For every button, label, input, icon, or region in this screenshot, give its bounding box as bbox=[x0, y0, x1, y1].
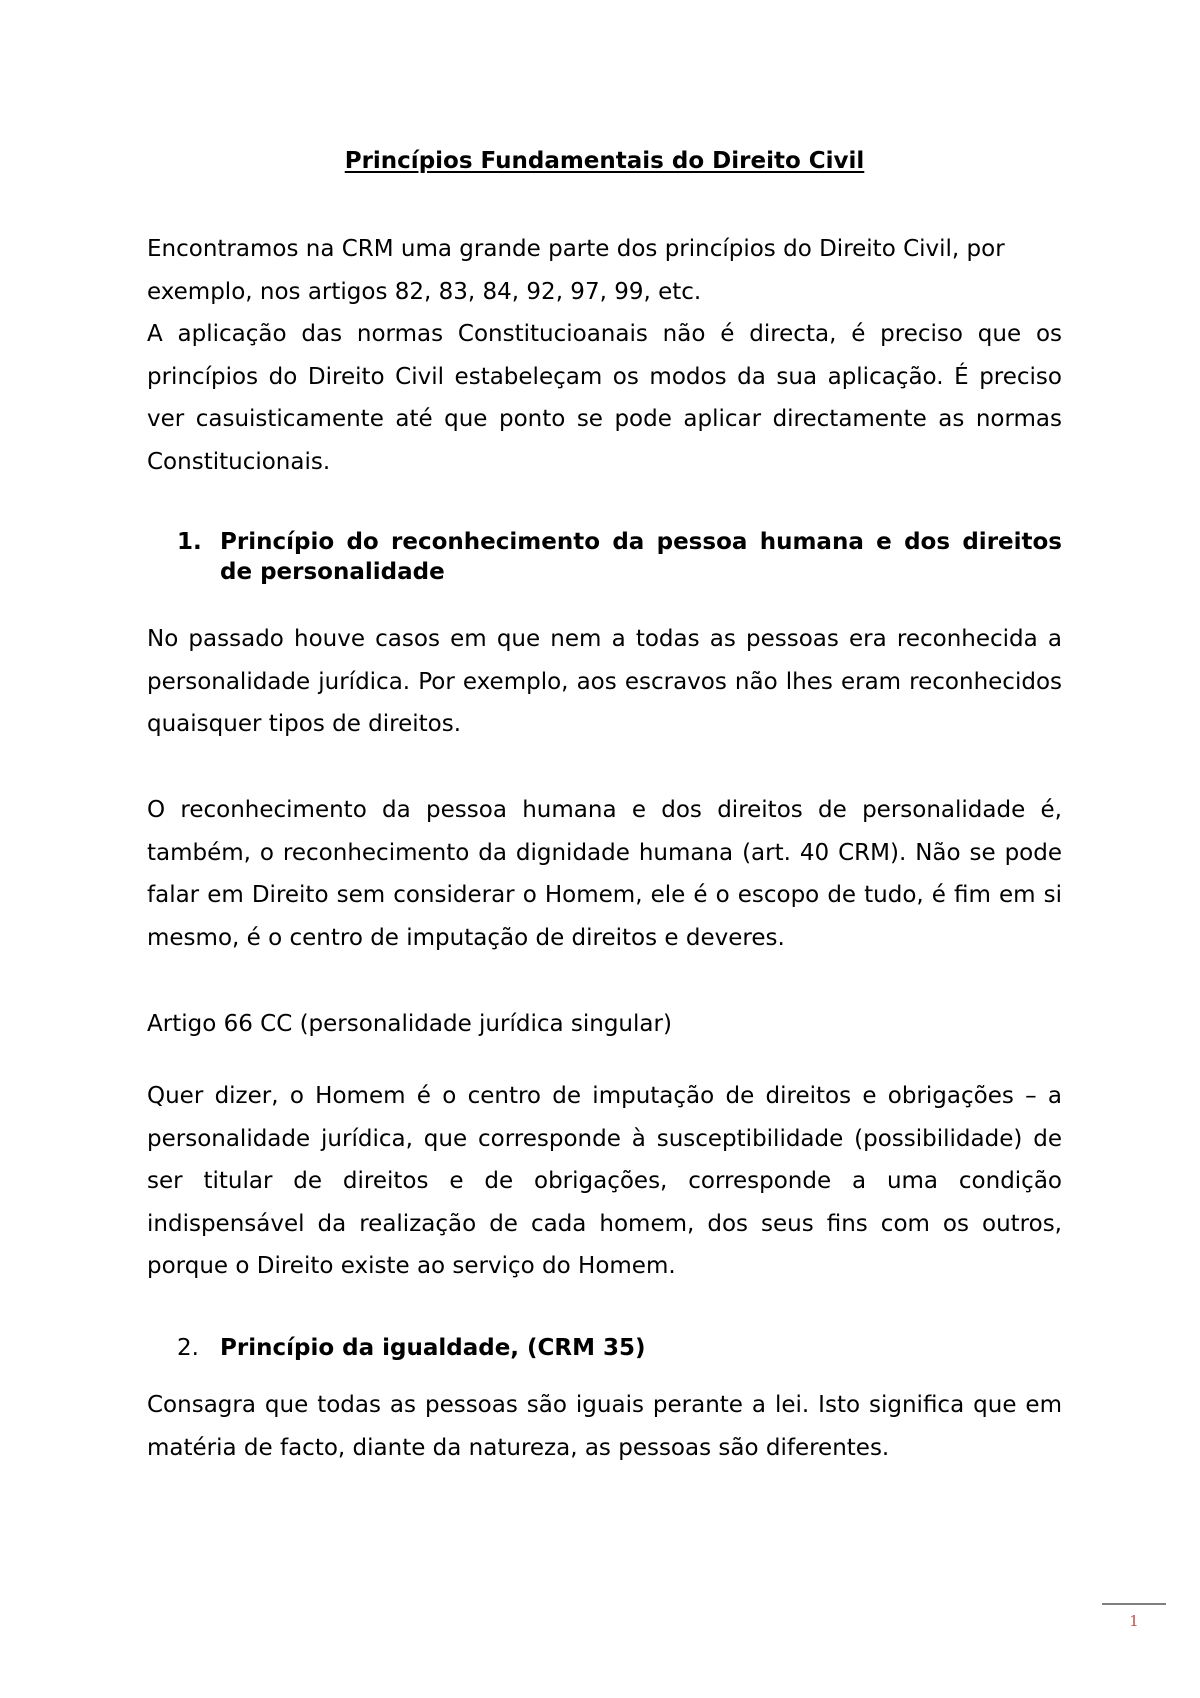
document-title: Princípios Fundamentais do Direito Civil bbox=[344, 148, 865, 174]
footer-divider bbox=[1102, 1603, 1166, 1605]
section-2-paragraph-1: Consagra que todas as pessoas são iguais perante a lei. Isto significa que em matéria de facto, diante da natureza, as pessoas são diferentes. bbox=[147, 1392, 1062, 1461]
section-1-paragraph-3: Artigo 66 CC (personalidade jurídica singular) bbox=[147, 1011, 672, 1037]
section-1-paragraph-2: O reconhecimento da pessoa humana e dos direitos de personalidade é, também, o reconhecimento da dignidade humana (art. 40 CRM). Não se pode falar em Direito sem considerar o Homem, ele é o escopo de tudo, é fim em si mesmo, é o centro de imputação de direitos e deveres. bbox=[147, 797, 1062, 951]
section-1-paragraph-1: No passado houve casos em que nem a todas as pessoas era reconhecida a personalidade jurídica. Por exemplo, aos escravos não lhes eram reconhecidos quaisquer tipos de direitos. bbox=[147, 626, 1062, 737]
section-2-heading bbox=[147, 1333, 1062, 1363]
intro-paragraph-1: Encontramos na CRM uma grande parte dos princípios do Direito Civil, por exemplo, nos artigos 82, 83, 84, 92, 97, 99, etc. bbox=[147, 236, 1005, 305]
section-2-title: Princípio da igualdade, (CRM 35) bbox=[220, 1335, 646, 1361]
section-1-title: Princípio do reconhecimento da pessoa humana e dos direitos de personalidade bbox=[220, 529, 1062, 585]
intro-paragraph-2: A aplicação das normas Constitucioanais não é directa, é preciso que os princípios do Direito Civil estabeleçam os modos da sua aplicação. É preciso ver casuisticamente até que ponto se pode aplicar directamente as normas Constitucionais. bbox=[147, 321, 1062, 475]
section-1-paragraph-4: Quer dizer, o Homem é o centro de imputação de direitos e obrigações – a personalidade jurídica, que corresponde à susceptibilidade (possibilidade) de ser titular de direitos e de obrigações, corresponde a uma condição indispensável da realização de cada homem, dos seus fins com os outros, porque o Direito existe ao serviço do Homem. bbox=[147, 1083, 1062, 1279]
section-1-heading bbox=[147, 527, 1062, 587]
section-2-number: 2. bbox=[177, 1335, 199, 1361]
section-1-number: 1. bbox=[177, 529, 202, 555]
page-number: 1 bbox=[1129, 1612, 1139, 1630]
